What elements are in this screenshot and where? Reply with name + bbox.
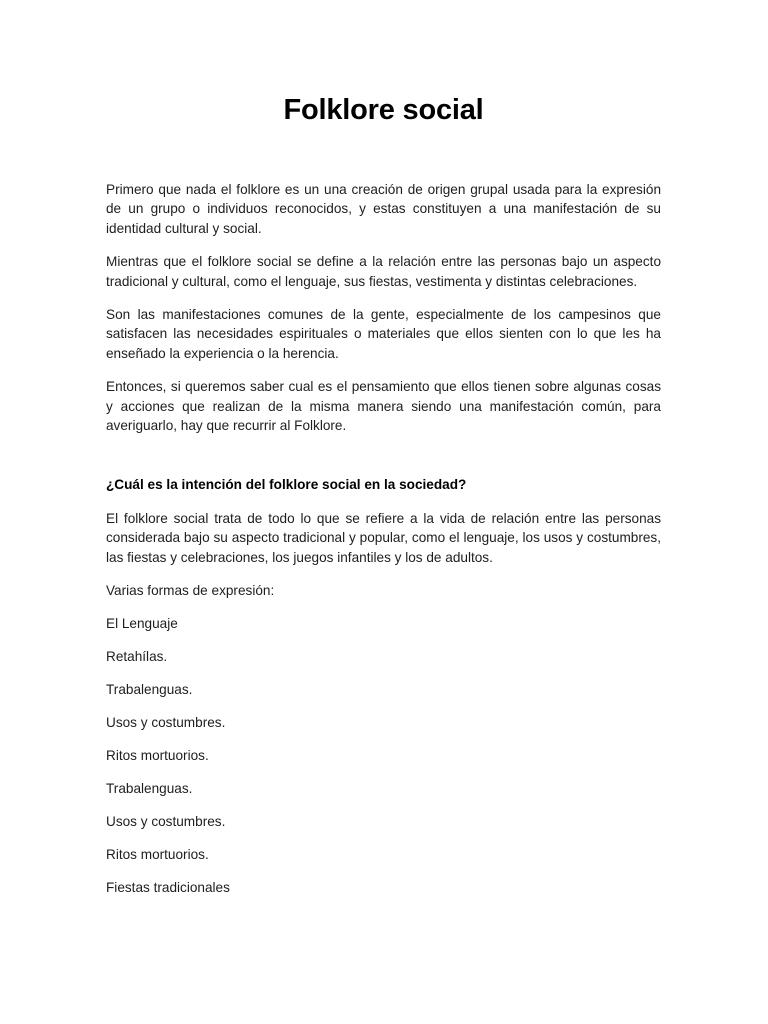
list-item: Usos y costumbres.: [106, 814, 226, 830]
list-intro: Varias formas de expresión:: [106, 583, 275, 599]
document-title: Folklore social: [283, 94, 484, 126]
list-item: Usos y costumbres.: [106, 715, 226, 731]
list-item: Fiestas tradicionales: [106, 880, 230, 896]
paragraph-conclusion: Entonces, si queremos saber cual es el pensamiento que ellos tienen sobre algunas cosas y acciones que realizan de la misma manera siendo una manifestación común, para averiguarlo, hay que recurrir al Folklore.: [106, 379, 661, 434]
expression-forms-list: [106, 614, 661, 897]
document-page: [106, 0, 661, 898]
list-item: Ritos mortuorios.: [106, 748, 209, 764]
paragraph-intro: Primero que nada el folklore es un una creación de origen grupal usada para la expresión de un grupo o individuos reconocidos, y estas constituyen a una manifestación de su identidad cultural y social.: [106, 182, 661, 236]
paragraph-manifestations: Son las manifestaciones comunes de la gente, especialmente de los campesinos que satisfacen las necesidades espirituales o materiales que ellos sienten con lo que les ha enseñado la experiencia o la herencia.: [106, 307, 661, 361]
section-paragraph: El folklore social trata de todo lo que se refiere a la vida de relación entre las personas considerada bajo su aspecto tradicional y popular, como el lenguaje, los usos y costumbres, las fiestas y celebraciones, los juegos infantiles y los de adultos.: [106, 510, 661, 565]
list-item: El Lenguaje: [106, 616, 178, 632]
section-heading: ¿Cuál es la intención del folklore social en la sociedad?: [106, 477, 467, 493]
list-item: Trabalenguas.: [106, 682, 193, 698]
list-item: Retahílas.: [106, 649, 168, 665]
list-item: Ritos mortuorios.: [106, 847, 209, 863]
paragraph-definition: Mientras que el folklore social se define a la relación entre las personas bajo un aspecto tradicional y cultural, como el lenguaje, sus fiestas, vestimenta y distintas celebraciones.: [106, 254, 661, 289]
list-item: Trabalenguas.: [106, 781, 193, 797]
